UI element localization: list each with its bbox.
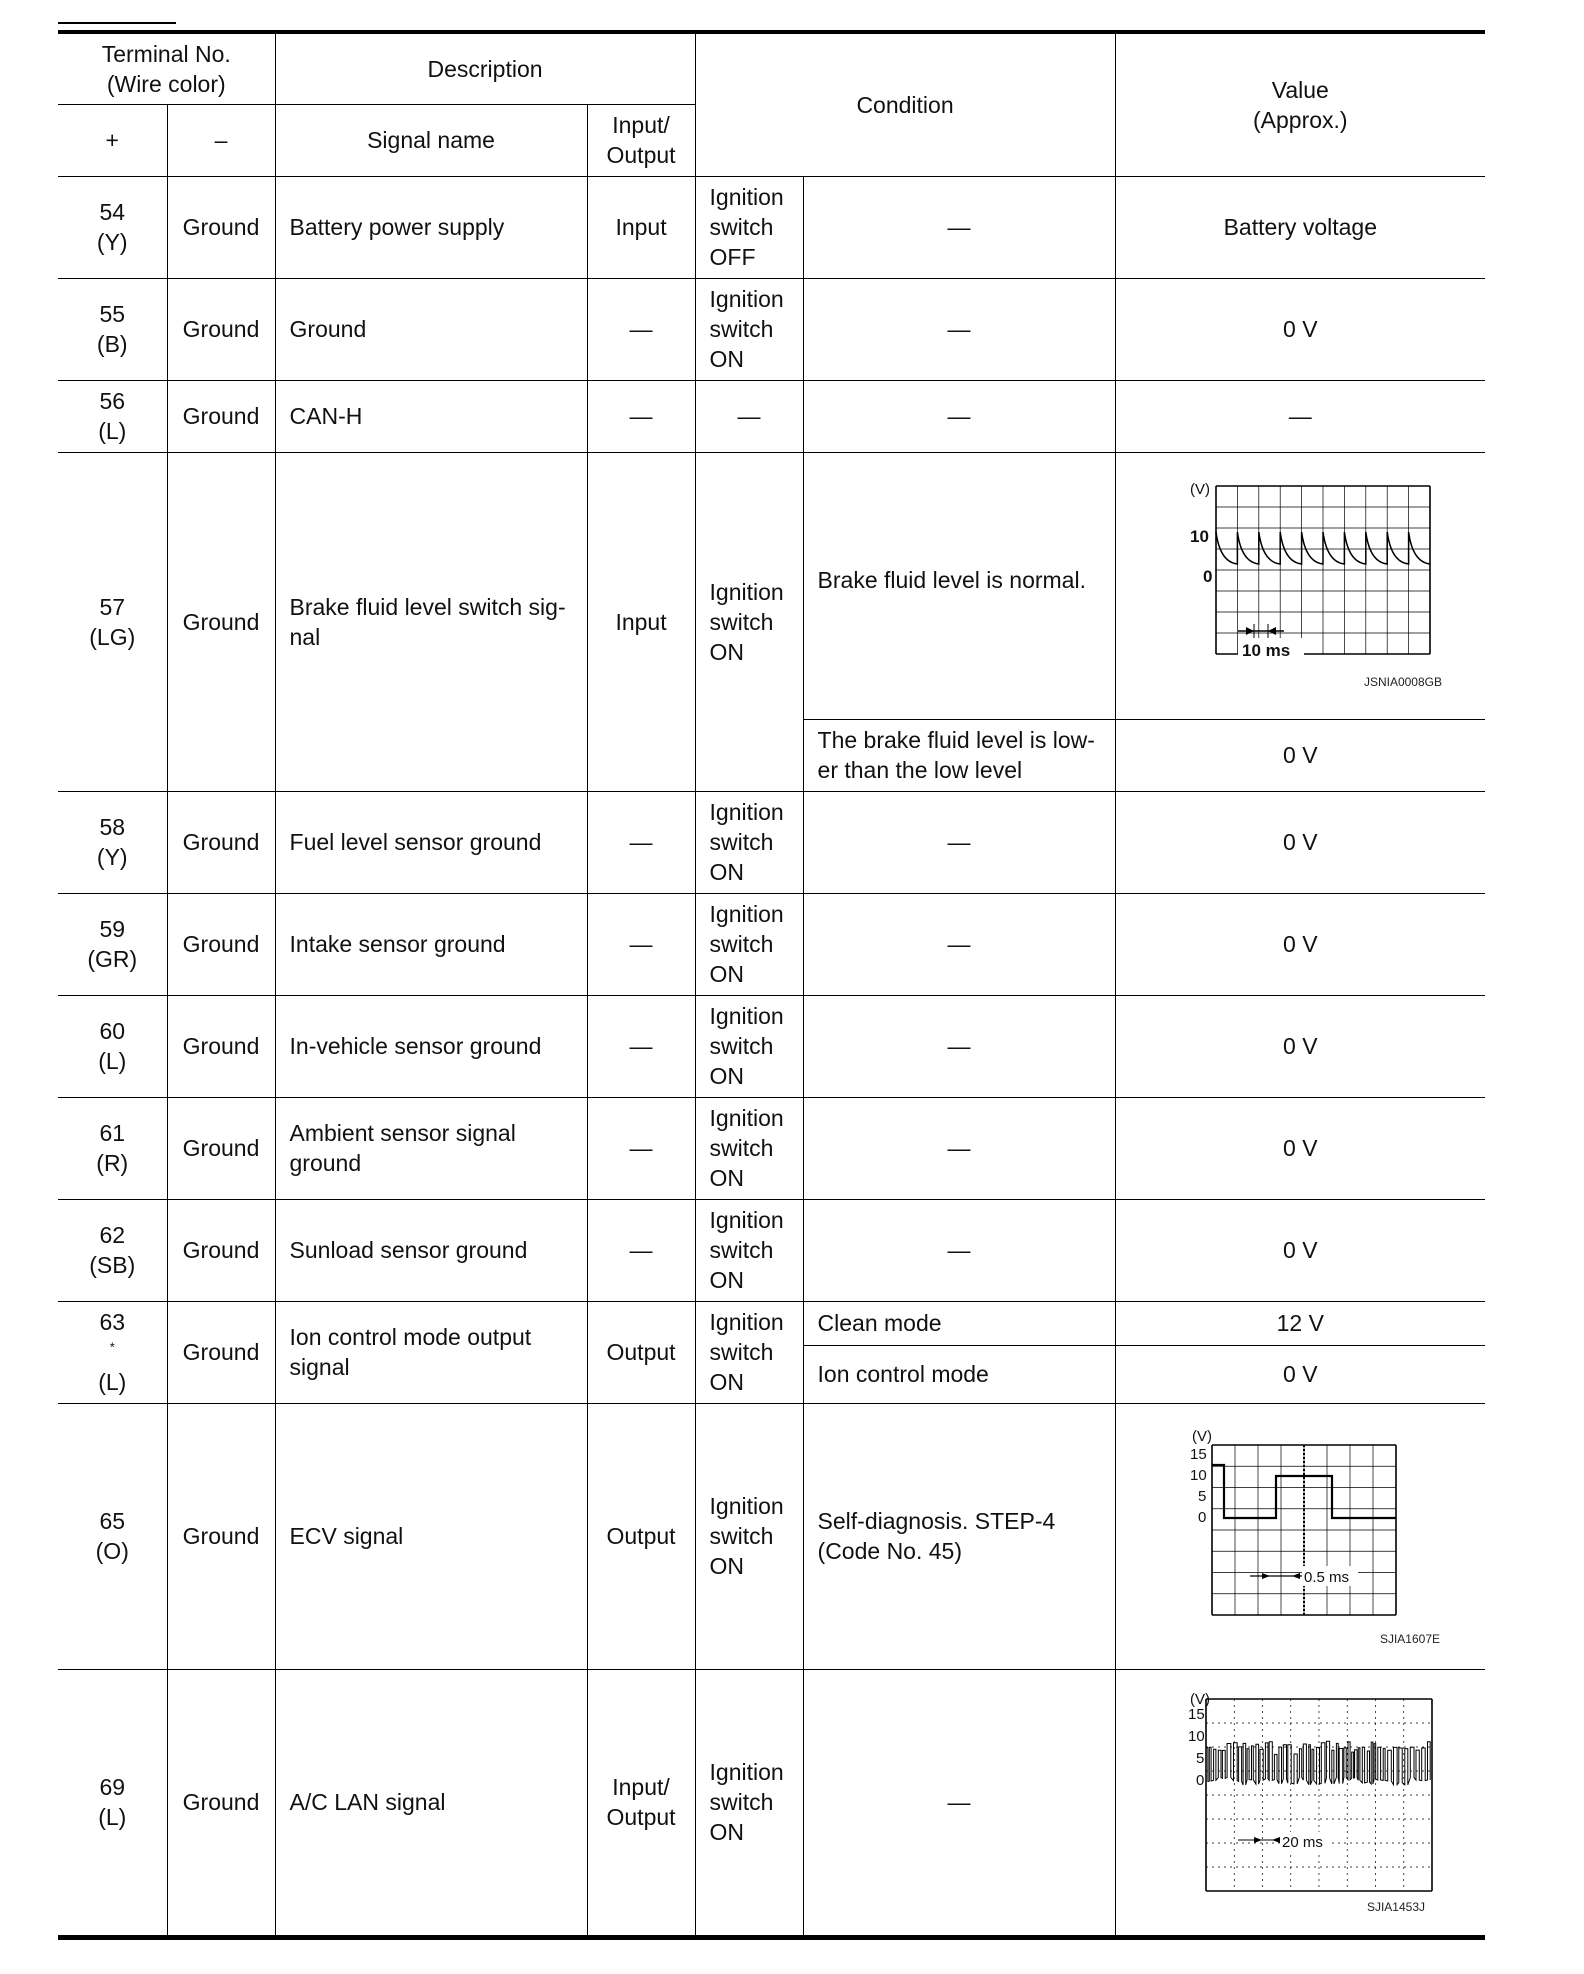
condition-detail-cell: — xyxy=(803,176,1115,278)
detail-line: The brake fluid level is low- xyxy=(817,727,1095,753)
terminal-cell xyxy=(58,1669,167,1937)
terminal-cell xyxy=(58,452,167,791)
time-arrow xyxy=(1272,1837,1280,1843)
terminal-cell xyxy=(58,278,167,380)
wire-color: (GR) xyxy=(87,946,138,972)
condition-detail-cell: Ion control mode xyxy=(803,1345,1115,1403)
signal-name-cell: Battery power supply xyxy=(275,176,587,278)
table-row xyxy=(58,176,1485,278)
cond-line: ON xyxy=(709,1553,745,1579)
io-cell: — xyxy=(587,893,695,995)
io-line: Output xyxy=(606,1804,676,1830)
minus-cell: Ground xyxy=(167,1301,275,1403)
condition-cell xyxy=(695,791,803,893)
cond-line: ON xyxy=(709,961,745,987)
table-row xyxy=(58,791,1485,893)
terminal-number: 54 xyxy=(99,199,126,225)
signal-name-cell xyxy=(275,452,587,791)
wire-color: (LG) xyxy=(89,623,136,650)
cond-line: switch xyxy=(709,1789,774,1815)
terminal-cell xyxy=(58,380,167,452)
minus-cell: Ground xyxy=(167,995,275,1097)
detail-line: Self-diagnosis. STEP-4 xyxy=(817,1508,1056,1534)
terminal-number: 62 xyxy=(99,1222,126,1248)
table-row xyxy=(58,1403,1485,1669)
signal-name-cell: Fuel level sensor ground xyxy=(275,791,587,893)
cond-line: OFF xyxy=(709,244,756,270)
wire-color-label: (Wire color) xyxy=(106,70,226,97)
signal-name-cell xyxy=(275,1301,587,1403)
io-cell: Output xyxy=(587,1301,695,1403)
wave-ytick: 10 xyxy=(1190,526,1210,546)
header-row-1 xyxy=(58,32,1485,104)
wave-time-label: 20 ms xyxy=(1282,1833,1324,1851)
wave-code: JSNIA0008GB xyxy=(1364,674,1443,689)
io-line: Input/ xyxy=(612,1774,670,1800)
cond-line: switch xyxy=(709,608,774,635)
wire-color: (R) xyxy=(96,1150,129,1176)
terminal-cell xyxy=(58,1097,167,1199)
value-cell: 0 V xyxy=(1115,791,1485,893)
condition-detail-cell: — xyxy=(803,1199,1115,1301)
condition-detail-cell xyxy=(803,1403,1115,1669)
cond-line: switch xyxy=(709,316,774,342)
cond-line: Ignition xyxy=(709,1493,784,1519)
wave-code: SJIA1453J xyxy=(1367,1899,1426,1914)
cond-line: ON xyxy=(709,1267,745,1293)
cond-line: switch xyxy=(709,1523,774,1549)
minus-cell: Ground xyxy=(167,176,275,278)
condition-cell xyxy=(695,1669,803,1937)
minus-cell: Ground xyxy=(167,452,275,791)
wire-color: (SB) xyxy=(89,1252,136,1278)
value-cell: 0 V xyxy=(1115,995,1485,1097)
condition-cell xyxy=(695,1199,803,1301)
io-label-2: Output xyxy=(606,142,676,168)
wave-grid xyxy=(1206,1699,1432,1891)
signal-name-cell: Sunload sensor ground xyxy=(275,1199,587,1301)
ecv-waveform xyxy=(1150,1421,1450,1651)
wire-color: (L) xyxy=(98,1048,127,1074)
io-cell: — xyxy=(587,791,695,893)
time-arrow xyxy=(1246,627,1254,635)
condition-detail-cell: Brake fluid level is normal. xyxy=(803,452,1115,719)
wave-time-label: 0.5 ms xyxy=(1304,1569,1350,1586)
condition-header: Condition xyxy=(695,32,1115,176)
terminal-number: 61 xyxy=(99,1120,126,1146)
terminal-number xyxy=(66,1307,159,1367)
signal-name-cell: ECV signal xyxy=(275,1403,587,1669)
cond-line: Ignition xyxy=(709,1759,784,1785)
wire-color: (Y) xyxy=(96,844,128,870)
wire-color: (O) xyxy=(95,1538,129,1564)
value-approx-label: (Approx.) xyxy=(1252,106,1348,133)
terminal-number: 60 xyxy=(99,1018,126,1044)
terminal-cell xyxy=(58,1199,167,1301)
terminal-table xyxy=(58,30,1485,1940)
detail-line: (Code No. 45) xyxy=(817,1538,962,1564)
cond-line: Ignition xyxy=(709,184,784,210)
condition-cell xyxy=(695,995,803,1097)
wire-color: (B) xyxy=(96,331,128,357)
cond-line: ON xyxy=(709,1819,745,1845)
cond-line: Ignition xyxy=(709,799,784,825)
io-cell xyxy=(587,1669,695,1937)
value-cell: 0 V xyxy=(1115,1097,1485,1199)
cond-line: ON xyxy=(709,1369,745,1395)
terminal-number-text: 63 xyxy=(99,1309,126,1335)
cond-line: ON xyxy=(709,1063,745,1089)
wave-trace xyxy=(1216,532,1430,564)
terminal-no-label: Terminal No. xyxy=(101,40,231,67)
cond-line: ON xyxy=(709,638,745,665)
value-cell: 0 V xyxy=(1115,1345,1485,1403)
table-row xyxy=(58,1301,1485,1345)
wave-unit-label: (V) xyxy=(1190,480,1211,498)
wave-ytick: 10 xyxy=(1190,1467,1207,1484)
io-label-1: Input/ xyxy=(612,112,670,138)
value-waveform-cell xyxy=(1115,1403,1485,1669)
table-row xyxy=(58,452,1485,719)
terminal-number: 59 xyxy=(99,916,126,942)
value-label: Value xyxy=(1271,76,1329,103)
cond-line: Ignition xyxy=(709,901,784,927)
cond-line: ON xyxy=(709,1165,745,1191)
io-cell: Output xyxy=(587,1403,695,1669)
signal-name-cell: In-vehicle sensor ground xyxy=(275,995,587,1097)
wave-ytick: 10 xyxy=(1188,1727,1205,1745)
cond-line: Ignition xyxy=(709,1207,784,1233)
signal-name-cell: CAN-H xyxy=(275,380,587,452)
value-cell: Battery voltage xyxy=(1115,176,1485,278)
cond-line: Ignition xyxy=(709,286,784,312)
cond-line: ON xyxy=(709,346,745,372)
table-row xyxy=(58,893,1485,995)
minus-cell: Ground xyxy=(167,1097,275,1199)
minus-header: – xyxy=(167,104,275,176)
minus-cell: Ground xyxy=(167,791,275,893)
value-cell: 0 V xyxy=(1115,719,1485,791)
io-cell: Input xyxy=(587,176,695,278)
cond-line: Ignition xyxy=(709,578,784,605)
description-header: Description xyxy=(275,32,695,104)
cond-line: switch xyxy=(709,214,774,240)
terminal-footnote-mark: * xyxy=(109,1339,115,1355)
terminal-cell xyxy=(58,1301,167,1403)
input-output-header xyxy=(587,104,695,176)
io-cell: — xyxy=(587,1097,695,1199)
minus-cell: Ground xyxy=(167,1669,275,1937)
signal-line: signal xyxy=(289,1354,350,1380)
terminal-number: 56 xyxy=(99,388,126,414)
io-cell: — xyxy=(587,380,695,452)
plus-header: + xyxy=(58,104,167,176)
cond-line: switch xyxy=(709,1135,774,1161)
wire-color: (L) xyxy=(98,1369,127,1395)
condition-cell xyxy=(695,176,803,278)
terminal-number: 65 xyxy=(99,1508,126,1534)
condition-detail-cell: — xyxy=(803,278,1115,380)
signal-name-cell: Ground xyxy=(275,278,587,380)
wave-time-label: 10 ms xyxy=(1242,640,1291,660)
table-row xyxy=(58,278,1485,380)
signal-line: Ambient sensor signal xyxy=(289,1120,516,1146)
time-arrow xyxy=(1262,1573,1270,1579)
terminal-cell xyxy=(58,893,167,995)
terminal-number: 57 xyxy=(99,593,126,620)
condition-cell xyxy=(695,1097,803,1199)
wave-unit-label: (V) xyxy=(1190,1690,1211,1708)
signal-name-cell: A/C LAN signal xyxy=(275,1669,587,1937)
wave-ytick: 15 xyxy=(1190,1446,1207,1463)
minus-cell: Ground xyxy=(167,1403,275,1669)
condition-detail-cell: — xyxy=(803,380,1115,452)
cond-line: switch xyxy=(709,1339,774,1365)
value-waveform-cell xyxy=(1115,1669,1485,1937)
terminal-number: 69 xyxy=(99,1774,126,1800)
wave-ytick: 0 xyxy=(1196,1771,1205,1789)
io-cell: Input xyxy=(587,452,695,791)
signal-line: ground xyxy=(289,1150,362,1176)
condition-detail-cell: — xyxy=(803,791,1115,893)
condition-cell xyxy=(695,452,803,791)
condition-cell: — xyxy=(695,380,803,452)
terminal-cell xyxy=(58,995,167,1097)
signal-name-header: Signal name xyxy=(275,104,587,176)
table-row xyxy=(58,1669,1485,1937)
cond-line: switch xyxy=(709,1033,774,1059)
signal-line: nal xyxy=(289,623,321,650)
terminal-number: 55 xyxy=(99,301,126,327)
value-waveform-cell xyxy=(1115,452,1485,719)
condition-detail-cell: — xyxy=(803,1669,1115,1937)
ac-lan-waveform xyxy=(1150,1685,1450,1920)
time-arrow xyxy=(1292,1573,1300,1579)
table-row xyxy=(58,1097,1485,1199)
value-cell: 12 V xyxy=(1115,1301,1485,1345)
io-cell: — xyxy=(587,995,695,1097)
table-row xyxy=(58,380,1485,452)
cond-line: switch xyxy=(709,931,774,957)
value-cell: 0 V xyxy=(1115,893,1485,995)
cond-line: switch xyxy=(709,1237,774,1263)
detail-line: er than the low level xyxy=(817,757,1023,783)
wire-color: (L) xyxy=(98,1804,127,1830)
wave-unit-label: (V) xyxy=(1192,1428,1213,1445)
wave-trace xyxy=(1206,1741,1430,1785)
time-arrow xyxy=(1254,1837,1262,1843)
terminal-cell xyxy=(58,1403,167,1669)
minus-cell: Ground xyxy=(167,380,275,452)
signal-name-cell: Intake sensor ground xyxy=(275,893,587,995)
wire-color: (Y) xyxy=(96,229,128,255)
value-cell: 0 V xyxy=(1115,1199,1485,1301)
condition-cell xyxy=(695,278,803,380)
terminal-no-header xyxy=(58,32,275,104)
signal-name-cell xyxy=(275,1097,587,1199)
header-rule xyxy=(58,22,176,24)
cond-line: switch xyxy=(709,829,774,855)
signal-line: Ion control mode output xyxy=(289,1324,532,1350)
cond-line: Ignition xyxy=(709,1003,784,1029)
wave-ytick: 15 xyxy=(1188,1705,1205,1723)
wave-ytick: 0 xyxy=(1198,1509,1207,1526)
condition-detail-cell: — xyxy=(803,1097,1115,1199)
table-row xyxy=(58,995,1485,1097)
table-row xyxy=(58,1199,1485,1301)
cond-line: Ignition xyxy=(709,1105,784,1131)
cond-line: Ignition xyxy=(709,1309,784,1335)
wave-ytick: 0 xyxy=(1203,566,1213,586)
time-arrow xyxy=(1268,627,1276,635)
wave-code: SJIA1607E xyxy=(1380,1632,1441,1646)
condition-detail-cell: — xyxy=(803,995,1115,1097)
io-cell: — xyxy=(587,278,695,380)
signal-line: Brake fluid level switch sig- xyxy=(289,593,566,620)
condition-cell xyxy=(695,1301,803,1403)
value-cell: — xyxy=(1115,380,1485,452)
wave-ytick: 5 xyxy=(1198,1488,1207,1505)
cond-line: ON xyxy=(709,859,745,885)
terminal-number: 58 xyxy=(99,814,126,840)
value-cell: 0 V xyxy=(1115,278,1485,380)
terminal-cell xyxy=(58,176,167,278)
time-scale-marker xyxy=(1238,624,1284,638)
value-header xyxy=(1115,32,1485,176)
condition-detail-cell xyxy=(803,719,1115,791)
minus-cell: Ground xyxy=(167,893,275,995)
io-cell: — xyxy=(587,1199,695,1301)
wave-ytick: 5 xyxy=(1196,1749,1205,1767)
condition-detail-cell: — xyxy=(803,893,1115,995)
wire-color: (L) xyxy=(98,418,127,444)
condition-cell xyxy=(695,893,803,995)
brake-fluid-waveform xyxy=(1150,476,1450,696)
terminal-cell xyxy=(58,791,167,893)
condition-cell xyxy=(695,1403,803,1669)
minus-cell: Ground xyxy=(167,278,275,380)
minus-cell: Ground xyxy=(167,1199,275,1301)
condition-detail-cell: Clean mode xyxy=(803,1301,1115,1345)
